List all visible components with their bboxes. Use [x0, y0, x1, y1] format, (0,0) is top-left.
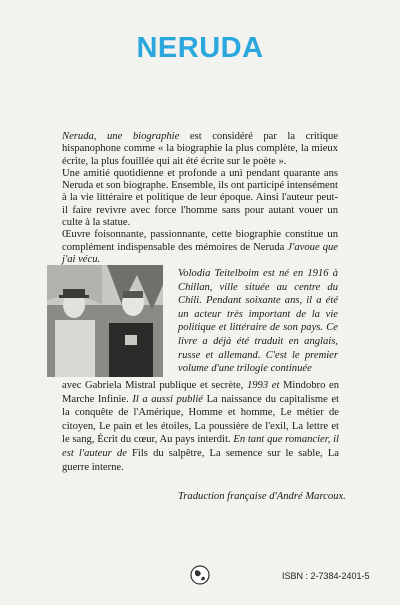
novels-list: Fils du salpêtre, La semence sur le sable, La guerre interne. [62, 447, 339, 473]
author-bio [178, 267, 338, 376]
intro-text [62, 131, 338, 266]
author-bio-continued: avec Gabriela Mistral publique et secrète, 1993 et Mindobro en Marche Infinie. Il a aussi publié La naissance du capitalisme et la conquête de l'Amérique, Homme et homme, Le métier de citoyen, Le pain et les étoiles, La poussière de l'exil, La lettre et le sang, Écrit du cœur, Au pays interdit. En tant que romancier, il est l'auteur de Fils du salpêtre, La semence sur le sable, La guerre interne. [62, 380, 339, 473]
isbn: ISBN : 2-7384-2401-5 [282, 571, 370, 581]
intro-paragraph-2: Une amitié quotidienne et profonde a uni pendant quarante ans Neruda et son biographe. Ensemble, ils ont participé intensément à la vie littéraire et politique de leur époque. Ainsi l'auteur peut-il faire revivre avec force l'homme sans pour autant vouer un culte à la statue. [62, 167, 338, 229]
author-photo [47, 265, 163, 377]
intro-paragraph-1: Neruda, une biographie est considéré par la critique hispanophone comme « la biographie la plus complète, la mieux écrite, la plus fouillée qui ait été écrite sur le poète ». [62, 131, 338, 167]
translation-credit: Traduction française d'André Marcoux. [178, 491, 346, 502]
bio-text-1: Volodia Teitelboim est né en 1916 à Chillan, ville située au centre du Chili. Pendant soixante ans, il a été un acteur très important de la vie politique et littéraire de son pays. Ce livre a déjà été traduit en anglais, russe et allemand. C'est le premier volume d'une trilogie continuée [178, 268, 338, 375]
book-subtitle: Neruda, une biographie [62, 131, 180, 142]
intro-paragraph-3: Œuvre foisonnante, passionnante, cette biographie constitue un complément indispensable des mémoires de Neruda J'avoue que j'ai vécu. [62, 229, 338, 265]
book-title: NERUDA [136, 32, 264, 64]
publisher-globe-icon [190, 565, 210, 585]
works-list: La naissance du capitalisme et la conquête de l'Amérique, Homme et homme, Le métier de citoyen, Le pain et les étoiles, La poussière de l'exil, La lettre et le sang, Écrit du cœur, Au pays interdit. [62, 393, 339, 446]
